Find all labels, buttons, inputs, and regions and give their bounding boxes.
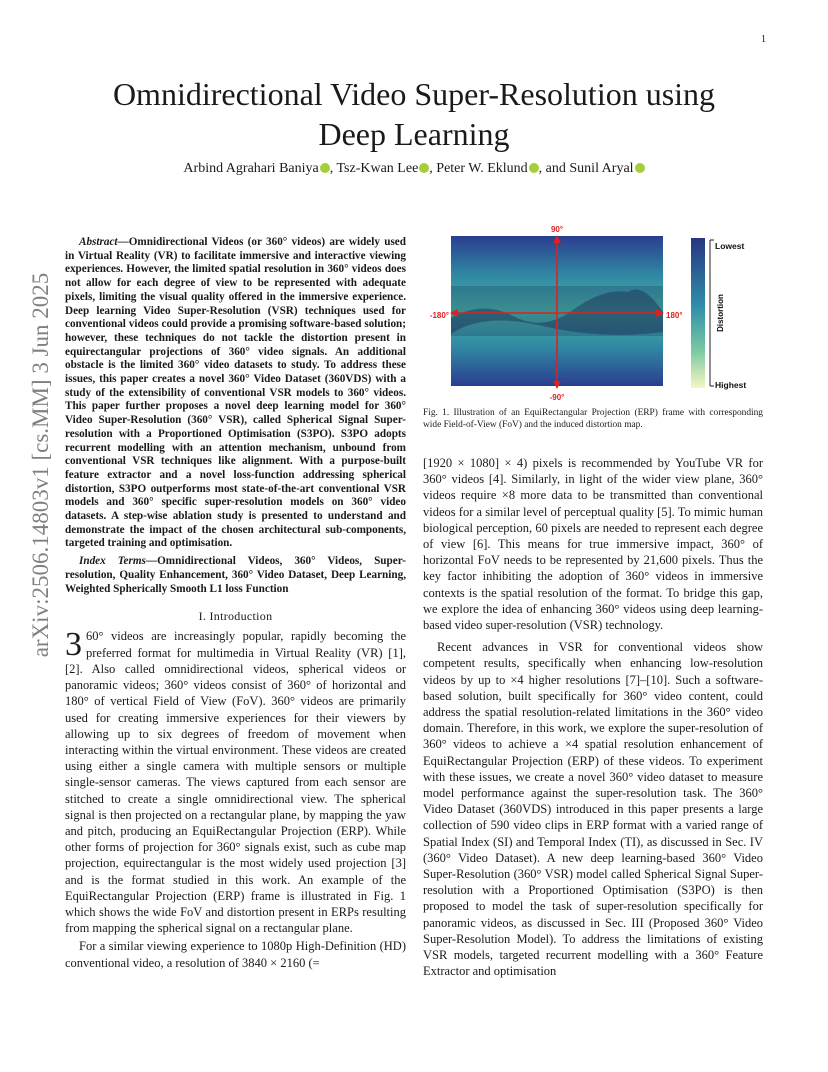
intro-paragraph-text: 60° videos are increasingly popular, rapidly becoming the preferred format for multimedia in Virtual Reality (VR) [1], [2]. Also called omnidirectional videos, spherical videos or panoramic videos; 360° videos consist of 360° of horizontal and 180° of vertical Field of View (FoV). 360° videos are primarily used for creating immersive experiences for their viewers by allowing up to six degrees of freedom of movement when interacting within the virtual environment. These videos are created using either a single camera with multiple sensors or multiple single-sensor cameras. The views captured from each sensor are stitched to create a single omnidirectional view. The spherical signal is then projected on a rectangular plane, by mapping the yaw and pitch, producing an EquiRectangular Projection (ERP). While other forms of projection for 360° signals exist, such as cube map projection, equirectangular is the most widely used projection [3] and is the format studied in this work. An example of the EquiRectangular Projection (ERP) frame is illustrated in Fig. 1 which shows the wide FoV and distortion present in ERPs resulting from mapping the spherical signal on a rectangular plane. <box>65 629 406 936</box>
intro-paragraph <box>65 628 406 936</box>
section-heading: I. Introduction <box>198 609 273 624</box>
paper-title <box>60 74 768 154</box>
body-paragraph: Recent advances in VSR for conventional videos show competent results, specifically when enhancing low-resolution videos by up to ×4 higher resolutions [7]–[10]. Such a software-based solution, built specifically for 360° video content, could address the spatial resolution-related limitations in the 360° video domain. Therefore, in this work, we explore the super-resolution of 360° videos to achieve a ×4 spatial resolution enhancement of EquiRectangular Projection (ERP) of these videos. To experiment with these issues, we create a novel 360° video dataset to measure model performance against the super-resolution task. The 360° Video Dataset (360VDS) introduced in this paper presents a large collection of 590 video clips in ERP format with a varied range of Spatial Index (SI) and Temporal Index (TI), as discussed in Sec. IV (360° Video Dataset). A new deep learning-based 360° Video Super-Resolution (360° VSR) model called Spherical Signal Super-resolution with a Proportioned Optimisation (S3PO) is then proposed to model the task of super-resolution specifically for panoramic videos, as discussed in Sec. III (Proposed 360° Video Super-Resolution Model). To address the limitations of existing VSR models, targeted recurrent modelling with a 360° Feature Extractor and optimisation <box>423 640 763 979</box>
author-separator: , <box>329 161 337 176</box>
legend-highest: Highest <box>715 380 747 390</box>
index-terms-text: —Omnidirectional Videos, 360° Videos, Super-resolution, Quality Enhancement, 360° Video Dataset, Deep Learning, Weighted Spherically Smooth L1 loss Function <box>65 555 406 595</box>
figure-1 <box>423 222 763 407</box>
author-name: Peter W. Eklund <box>436 161 528 176</box>
abstract-label: Abstract <box>79 236 118 248</box>
erp-distortion-figure <box>423 222 763 407</box>
author-list <box>60 160 768 178</box>
abstract-text: —Omnidirectional Videos (or 360° videos) are widely used in Virtual Reality (VR) to facilitate immersive and interactive viewing experiences. However, the limited spatial resolution in 360° videos does not allow for each degree of view to be represented with adequate pixels, limiting the visual quality offered in the immersive experience. Deep learning Video Super-Resolution (VSR) techniques used for conventional videos could provide a promising software-based solution; however, these techniques do not tackle the distortion present in equirectangular projections of 360° video signals. An additional obstacle is the limited 360° video datasets to study. To address these issues, this paper creates a novel 360° Video Dataset (360VDS) with a study of the extensibility of conventional VSR models to 360° videos. This paper further proposes a novel deep learning model for 360° Video Super-Resolution (360° VSR), called Spherical Signal Super-resolution with a Proportioned Optimisation (S3PO). S3PO adopts recurrent modelling with an attention mechanism, unbound from conventional VSR techniques like alignment. With a purpose-built feature extractor and a novel loss-function addressing spherical distortion, S3PO outperforms most state-of-the-art conventional VSR models and 360° specific super-resolution models on 360° video datasets. A step-wise ablation study is presented to understand and demonstrate the impact of the chosen architectural sub-components, targeted training and optimisation. <box>65 236 406 550</box>
abstract <box>65 236 406 551</box>
intro-paragraph: For a similar viewing experience to 1080p High-Definition (HD) conventional video, a resolution of 3840 × 2160 (= <box>65 939 406 970</box>
body-paragraph: [1920 × 1080] × 4) pixels is recommended by YouTube VR for 360° videos [4]. Similarly, in light of the wider view plane, 360° videos require ×8 more data to be transmitted than conventional videos for a similar level of perceptual quality [5]. To mimic human biological perception, 60 pixels are needed to represent each degree of view [6]. This means for true immersive impact, 360° of horizontal FoV needs to be represented by 21,600 pixels. Thus the key factor inhibiting the adoption of 360° videos in immersive contexts is the spatial resolution of the format. To bridge this gap, we explore the idea of enhancing 360° videos using deep learning-based video super-resolution (VSR) technology. <box>423 456 763 633</box>
axis-label-left: -180° <box>429 311 449 320</box>
right-column <box>423 455 763 980</box>
orcid-icon[interactable] <box>320 163 330 173</box>
orcid-icon[interactable] <box>419 163 429 173</box>
axis-label-right: 180° <box>666 311 683 320</box>
author-name: Arbind Agrahari Baniya <box>183 161 319 176</box>
author-separator: , <box>429 161 437 176</box>
figure-caption: Fig. 1. Illustration of an EquiRectangular Projection (ERP) frame with corresponding wide Field-of-View (FoV) and the induced distortion map. <box>423 408 763 430</box>
distortion-colorbar <box>691 238 705 388</box>
page-number: 1 <box>761 34 766 45</box>
orcid-icon[interactable] <box>529 163 539 173</box>
axis-label-top: 90° <box>550 225 564 234</box>
arxiv-identifier: arXiv:2506.14803v1 [cs.MM] 3 Jun 2025 <box>28 272 53 658</box>
orcid-icon[interactable] <box>635 163 645 173</box>
axis-label-bottom: -90° <box>549 393 565 402</box>
author-separator: , and <box>538 161 570 176</box>
left-column <box>65 236 406 971</box>
legend-axis-title: Distortion <box>716 294 725 332</box>
index-terms-label: Index Terms <box>79 555 146 568</box>
author-name: Tsz-Kwan Lee <box>336 161 419 176</box>
drop-cap: 3 <box>65 626 82 664</box>
title-line-1: Omnidirectional Video Super-Resolution using <box>112 76 716 112</box>
index-terms <box>65 555 406 596</box>
title-line-2: Deep Learning <box>318 116 510 152</box>
legend-lowest: Lowest <box>715 241 745 251</box>
author-name: Sunil Aryal <box>569 161 634 176</box>
